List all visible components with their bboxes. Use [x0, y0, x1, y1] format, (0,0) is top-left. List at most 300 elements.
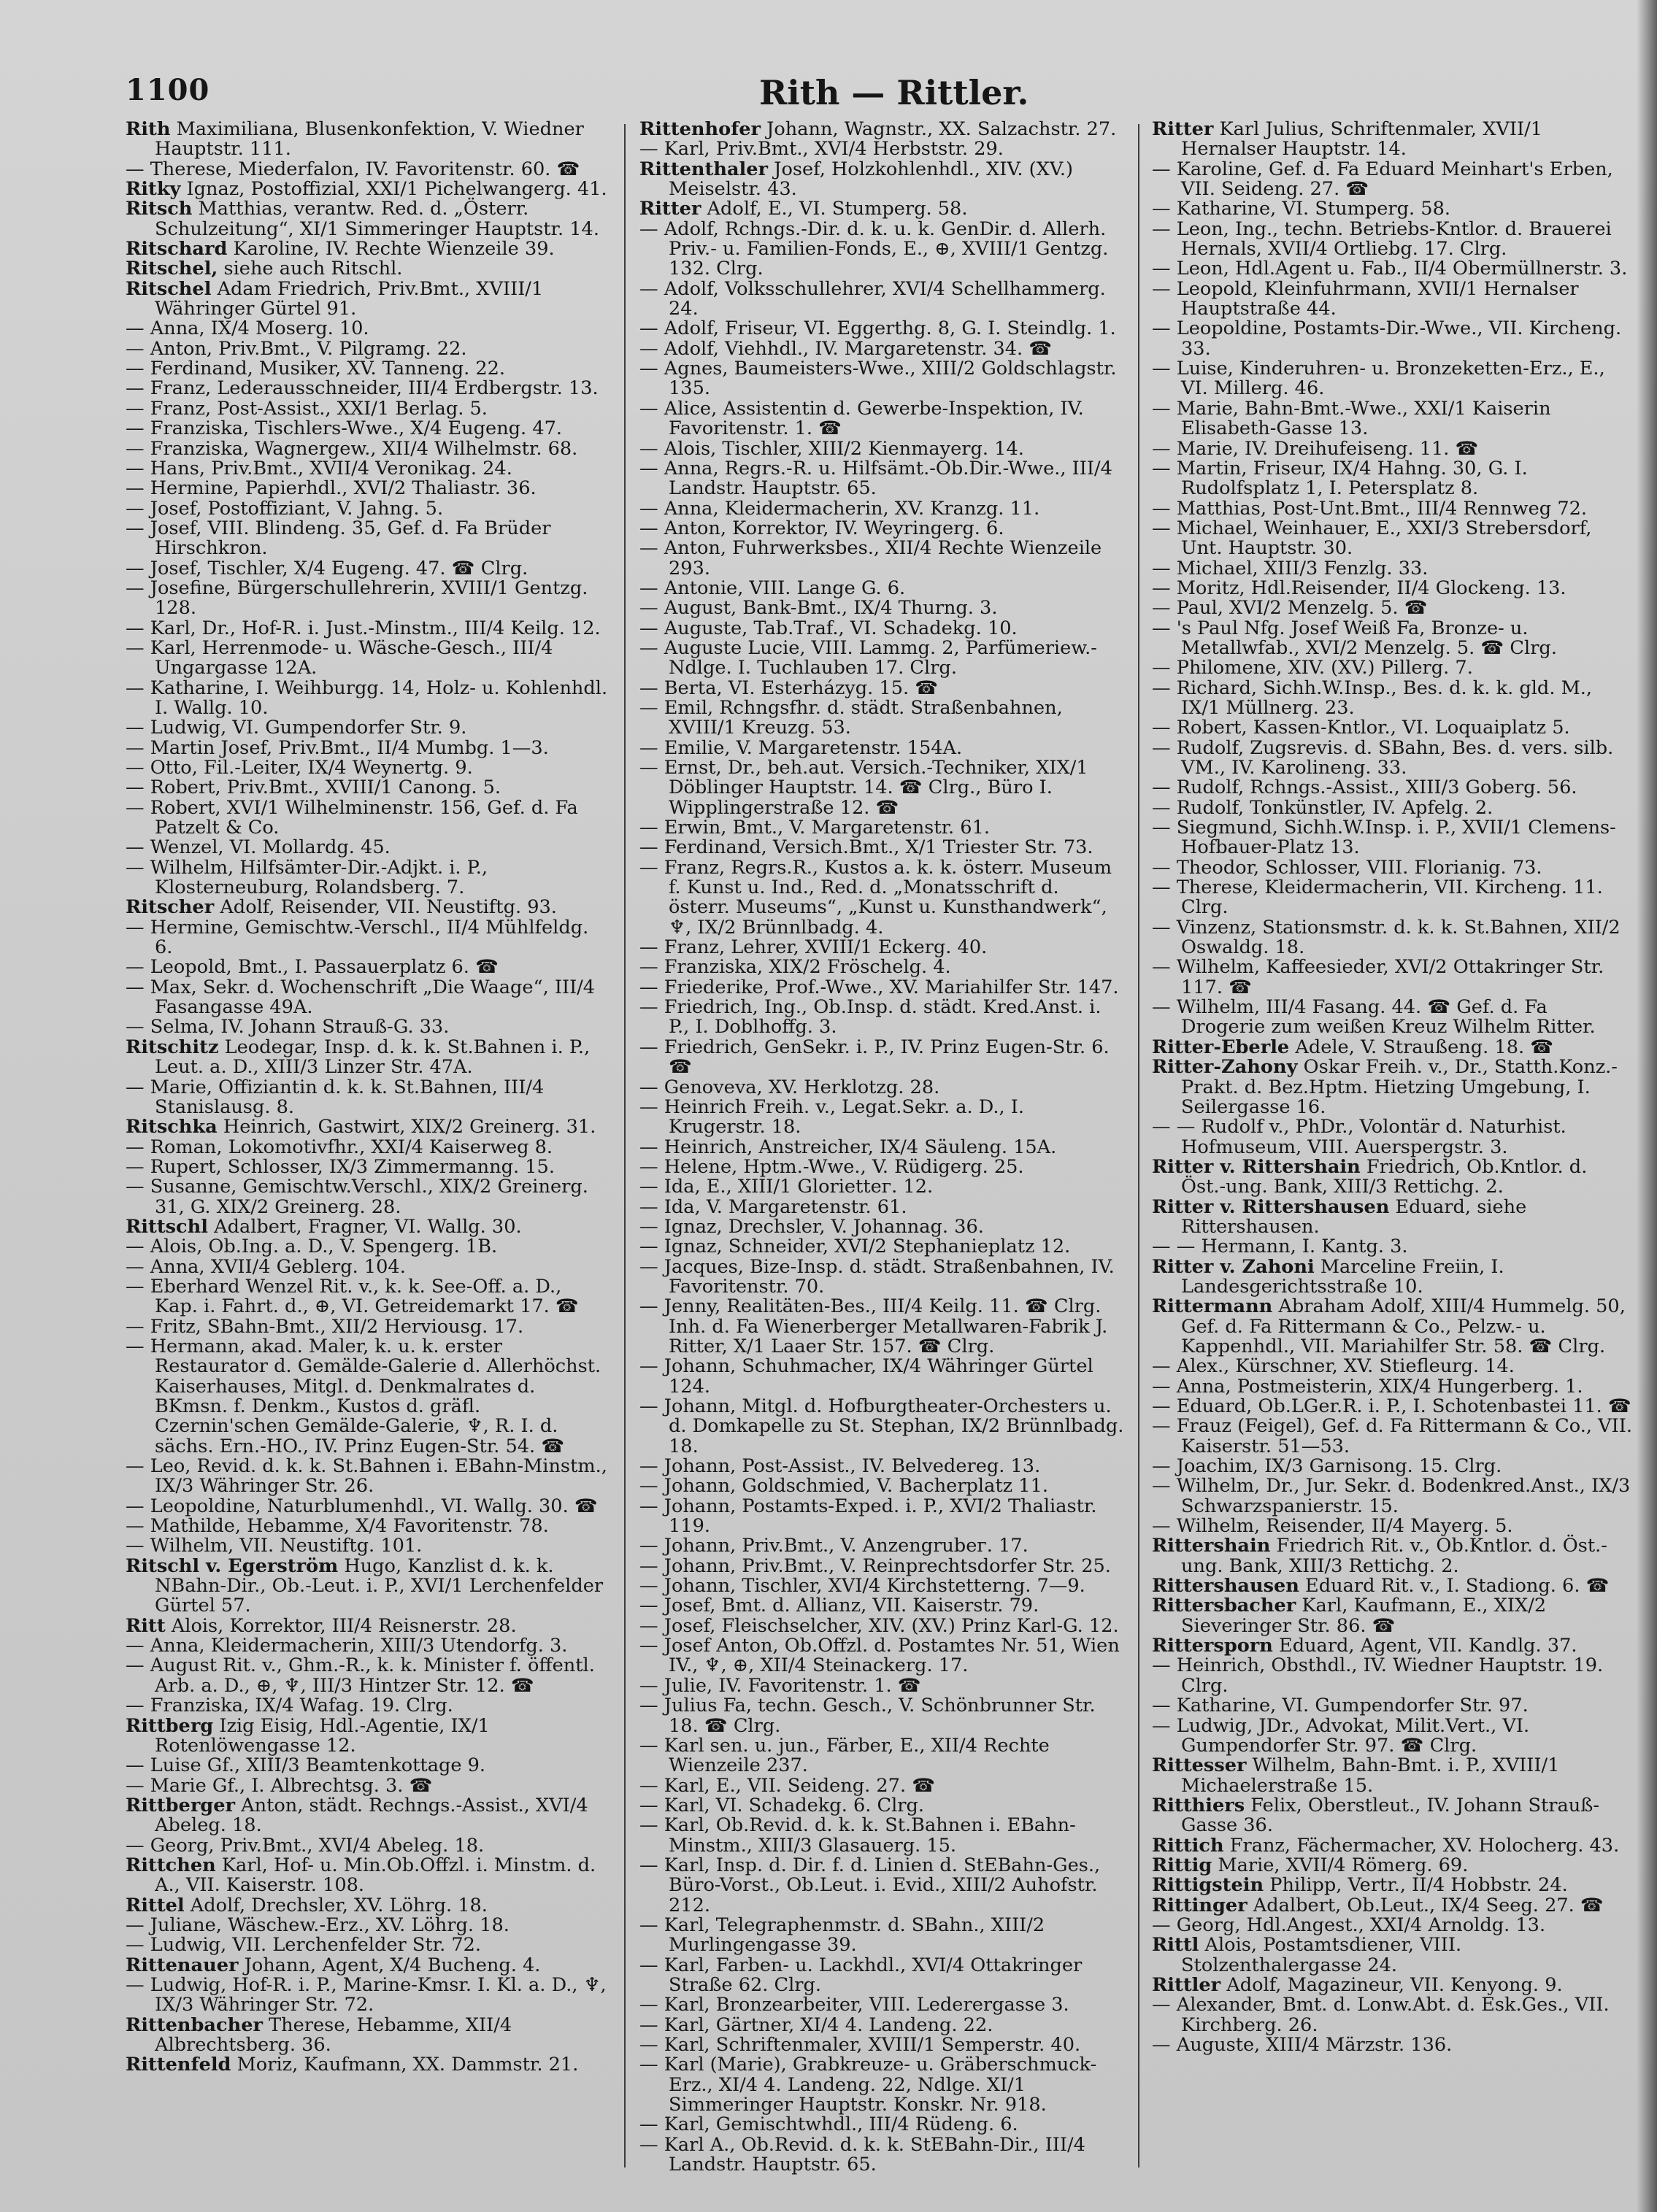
entry-text: — Anna, Postmeisterin, XIX/4 Hungerberg. 1. [1152, 1375, 1583, 1398]
directory-entry [1152, 1257, 1637, 1298]
entry-text: Maximiliana, Blusenkonfektion, V. Wiedner Hauptstr. 111. [155, 120, 584, 161]
entry-text: — Wilhelm, Hilfsämter-Dir.-Adjkt. i. P., Klosterneuburg, Rolandsberg. 7. [126, 856, 488, 899]
entry-text: — Anna, Regrs.-R. u. Hilfsämt.-Ob.Dir.-Wwe., III/4 Landstr. Hauptstr. 65. [639, 457, 1112, 500]
entry-text: — Johann, Schuhmacher, IX/4 Währinger Gürtel 124. [639, 1355, 1093, 1398]
directory-entry [1152, 1536, 1637, 1576]
entry-text: — Theodor, Schlosser, VIII. Florianig. 73. [1152, 856, 1542, 879]
directory-entry [126, 1177, 610, 1217]
entry-text: — Berta, VI. Esterházyg. 15. ☎ [639, 677, 939, 699]
directory-entry [639, 579, 1126, 598]
entry-text: — Karl, Insp. d. Dir. f. d. Linien d. StEBahn-Ges., Büro-Vorst., Ob.Leut. i. Evid., XIII/2 Auhofstr. 212. [639, 1854, 1101, 1916]
entry-surname: Rittersbacher [1152, 1595, 1296, 1617]
entry-text: — Karl, Schriftenmaler, XVIII/1 Semperstr. 40. [639, 2034, 1081, 2056]
directory-entry [126, 379, 610, 398]
directory-entry [1152, 1856, 1637, 1876]
directory-entry [639, 499, 1126, 519]
entry-text: — Heinrich, Anstreicher, IX/4 Säuleng. 15A. [639, 1136, 1057, 1158]
entry-text: — Leon, Ing., techn. Betriebs-Kntlor. d. Brauerei Hernals, XVII/4 Ortliebg. 17. Clrg. [1152, 217, 1612, 261]
directory-entry [1152, 1935, 1637, 1976]
entry-text: — Ignaz, Schneider, XVI/2 Stephanieplatz 12. [639, 1236, 1071, 1258]
entry-text: — Adolf, Viehhdl., IV. Margaretenstr. 34. ☎ [639, 337, 1053, 360]
entry-text: — Rudolf, Tonkünstler, IV. Apfelg. 2. [1152, 796, 1493, 819]
directory-entry [639, 199, 1126, 219]
directory-entry [1152, 1457, 1637, 1476]
entry-text: — Anton, Korrektor, IV. Weyringerg. 6. [639, 517, 1004, 539]
entry-text: — Fritz, SBahn-Bmt., XII/2 Herviousg. 17. [126, 1315, 524, 1338]
entry-text: — Leopoldine, Postamts-Dir.-Wwe., VII. Kircheng. 33. [1152, 317, 1622, 360]
directory-entry [1152, 1157, 1637, 1198]
directory-entry [639, 1536, 1126, 1556]
entry-text: Alois, Korrektor, III/4 Reisnerstr. 28. [165, 1614, 517, 1637]
directory-entry [1152, 818, 1637, 858]
entry-text: Eduard, siehe Rittershausen. [1181, 1195, 1527, 1238]
entry-text: Marceline Freiin, I. Landesgerichtsstraße 10. [1181, 1255, 1504, 1298]
directory-entry [126, 1497, 610, 1517]
entry-text: — Karl, Gemischtwhdl., III/4 Rüdeng. 6. [639, 2113, 1018, 2136]
entry-text: — Karl, E., VII. Seideng. 27. ☎ [639, 1774, 936, 1797]
entry-text: — Alois, Tischler, XIII/2 Kienmayerg. 14. [639, 437, 1024, 460]
entry-text: — Alois, Ob.Ing. a. D., V. Spengerg. 1B. [126, 1236, 498, 1258]
entry-text: — Ludwig, VII. Lerchenfelder Str. 72. [126, 1934, 482, 1957]
directory-column-2 [639, 120, 1126, 2178]
entry-surname: Rittl [1152, 1934, 1199, 1957]
entry-text: — Ferdinand, Musiker, XV. Tanneng. 22. [126, 358, 506, 380]
directory-entry [1152, 1636, 1637, 1656]
directory-entry [1152, 499, 1637, 519]
entry-text: — Franz, Regrs.R., Kustos a. k. k. österr. Museum f. Kunst u. Ind., Red. d. „Monatsschrift d. österr. Museums“, „Kunst u. Kunsthandwerk“, ♆, IX/2 Brünnlbadg. 4. [639, 856, 1112, 939]
directory-entry [126, 579, 610, 619]
directory-entry [639, 1157, 1126, 1177]
entry-text: Ignaz, Postoffizial, XXI/1 Pichelwangerg. 41. [180, 178, 607, 201]
directory-entry [639, 1636, 1126, 1676]
directory-entry [639, 1995, 1126, 2015]
entry-text: — Karl sen. u. jun., Färber, E., XII/4 Rechte Wienzeile 237. [639, 1734, 1050, 1777]
directory-entry [639, 1956, 1126, 1996]
directory-column-3 [1152, 120, 1637, 2178]
entry-text: Matthias, verantw. Red. d. „Österr. Schulzeitung“, XI/1 Simmeringer Hauptstr. 14. [155, 198, 599, 240]
directory-entry [639, 1095, 1126, 1138]
entry-text: — Wilhelm, Reisender, II/4 Mayerg. 5. [1152, 1515, 1513, 1538]
entry-surname: Ritky [126, 178, 181, 201]
entry-text: Hugo, Kanzlist d. k. k. NBahn-Dir., Ob.-Leut. i. P., XVI/1 Lerchenfelder Gürtel 57. [155, 1554, 604, 1617]
directory-entry [639, 1856, 1126, 1916]
directory-entry [639, 698, 1126, 739]
directory-entry [126, 499, 610, 519]
entry-surname: Rittchen [126, 1854, 216, 1876]
directory-entry [1152, 1656, 1637, 1696]
entry-text: Moriz, Kaufmann, XX. Dammstr. 21. [231, 2054, 579, 2076]
entry-text: — Josef, Tischler, X/4 Eugeng. 47. ☎ Clrg. [126, 557, 528, 579]
entry-text: — 's Paul Nfg. Josef Weiß Fa, Bronze- u. Metallwfab., XVI/2 Menzelg. 5. ☎ Clrg. [1152, 617, 1557, 659]
directory-entry [126, 459, 610, 479]
directory-entry [1152, 1916, 1637, 1935]
entry-surname: Ritschitz [126, 1036, 219, 1058]
entry-surname: Ritschel, [126, 258, 218, 280]
directory-entry [639, 1217, 1126, 1237]
entry-text: — Georg, Hdl.Angest., XXI/4 Arnoldg. 13. [1152, 1914, 1546, 1936]
directory-entry [1152, 120, 1637, 160]
entry-text: — Eberhard Wenzel Rit. v., k. k. See-Off. a. D., Kap. i. Fahrt. d., ⊕, VI. Getreidemarkt 17. ☎ [126, 1275, 579, 1318]
entry-text: — Karl, Bronzearbeiter, VIII. Lederergasse 3. [639, 1994, 1069, 2016]
directory-entry [126, 1457, 610, 1497]
directory-entry [126, 978, 610, 1018]
directory-entry [126, 239, 610, 259]
entry-text: — Karl A., Ob.Revid. d. k. k. StEBahn-Dir., III/4 Landstr. Hauptstr. 65. [639, 2133, 1085, 2176]
column-divider [1138, 124, 1139, 2167]
entry-text: — Richard, Sichh.W.Insp., Bes. d. k. k. gld. M., IX/1 Müllnerg. 23. [1152, 677, 1593, 719]
directory-entry [639, 758, 1126, 818]
directory-entry [126, 160, 610, 180]
directory-entry [1152, 798, 1637, 818]
entry-text: — Marie Gf., I. Albrechtsg. 3. ☎ [126, 1774, 433, 1797]
entry-text: — Wilhelm, Dr., Jur. Sekr. d. Bodenkred.Anst., IX/3 Schwarzspanierstr. 15. [1152, 1475, 1631, 1517]
entry-text: Josef, Holzkohlenhdl., XIV. (XV.) Meiselstr. 43. [669, 158, 1073, 201]
directory-entry [126, 1696, 610, 1716]
entry-text: — Robert, XVI/1 Wilhelminenstr. 156, Gef. d. Fa Patzelt & Co. [126, 796, 578, 839]
directory-entry [126, 619, 610, 639]
entry-text: — Marie, IV. Dreihufeiseng. 11. ☎ [1152, 437, 1479, 460]
directory-entry [1152, 778, 1637, 798]
entry-text: — Josef, VIII. Blindeng. 35, Gef. d. Fa Brüder Hirschkron. [126, 517, 551, 560]
directory-entry [126, 339, 610, 359]
entry-text: Philipp, Vertr., II/4 Hobbstr. 24. [1264, 1874, 1568, 1897]
directory-entry [639, 838, 1126, 858]
directory-entry [639, 2135, 1126, 2176]
directory-entry [639, 1357, 1126, 1397]
directory-entry [639, 1457, 1126, 1476]
directory-column-1 [126, 120, 610, 2178]
entry-surname: Ritschel [126, 277, 212, 300]
directory-entry [639, 957, 1126, 977]
directory-entry [126, 259, 610, 279]
entry-text: Adolf, Reisender, VII. Neustiftg. 93. [214, 896, 557, 919]
entry-text: — Jenny, Realitäten-Bes., III/4 Keilg. 11. ☎ Clrg. Inh. d. Fa Wienerberger Metallwaren-Fabrik J. Ritter, X/1 Laaer Str. 157. ☎ Clrg. [639, 1295, 1108, 1357]
directory-entry [126, 758, 610, 778]
entry-text: — Friederike, Prof.-Wwe., XV. Mariahilfer Str. 147. [639, 976, 1119, 998]
entry-text: — Ida, V. Margaretenstr. 61. [639, 1195, 907, 1218]
entry-text: — Helene, Hptm.-Wwe., V. Rüdigerg. 25. [639, 1155, 1024, 1178]
directory-entry [639, 619, 1126, 639]
entry-text: Adalbert, Ob.Leut., IX/4 Seeg. 27. ☎ [1247, 1894, 1604, 1916]
entry-text: — Julie, IV. Favoritenstr. 1. ☎ [639, 1674, 921, 1697]
directory-entry [639, 1696, 1126, 1736]
entry-text: — Alexander, Bmt. d. Lonw.Abt. d. Esk.Ges., VII. Kirchberg. 26. [1152, 1994, 1610, 2036]
entry-surname: Ritschka [126, 1116, 218, 1138]
directory-entry [1152, 619, 1637, 659]
entry-text: — Vinzenz, Stationsmstr. d. k. k. St.Bahnen, XII/2 Oswaldg. 18. [1152, 916, 1621, 959]
entry-text: — Paul, XVI/2 Menzelg. 5. ☎ [1152, 597, 1428, 620]
entry-text: — Hermine, Papierhdl., XVI/2 Thaliastr. 36. [126, 477, 537, 500]
directory-entry [126, 1756, 610, 1776]
entry-text: Adolf, E., VI. Stumperg. 58. [701, 198, 968, 220]
directory-entry [126, 1973, 610, 2016]
entry-text: — Marie, Offiziantin d. k. k. St.Bahnen, III/4 Stanislausg. 8. [126, 1076, 545, 1118]
entry-text: — Ignaz, Drechsler, V. Johannag. 36. [639, 1215, 984, 1238]
entry-text: — Julius Fa, techn. Gesch., V. Schönbrunner Str. 18. ☎ Clrg. [639, 1695, 1096, 1737]
entry-text: Anton, städt. Rechngs.-Assist., XVI/4 Abeleg. 18. [155, 1794, 588, 1837]
directory-entry [1152, 2035, 1637, 2055]
directory-entry [639, 1554, 1126, 1577]
entry-text: — Friedrich, GenSekr. i. P., IV. Prinz Eugen-Str. 6. ☎ [639, 1036, 1110, 1079]
entry-text: — Rudolf, Rchngs.-Assist., XIII/3 Goberg. 56. [1152, 776, 1577, 799]
entry-surname: Rittershain [1152, 1535, 1271, 1557]
entry-surname: Ritsch [126, 198, 193, 220]
entry-text: — Antonie, VIII. Lange G. 6. [639, 577, 906, 599]
entry-surname: Rittenthaler [639, 158, 769, 180]
entry-text: — Josef, Fleischselcher, XIV. (XV.) Prinz Karl-G. 12. [639, 1614, 1119, 1637]
entry-surname: Rittenfeld [126, 2054, 231, 2076]
entry-text: — Therese, Kleidermacherin, VII. Kircheng. 11. Clrg. [1152, 876, 1603, 919]
directory-entry [639, 818, 1126, 838]
entry-surname: Ritschl v. Egerström [126, 1554, 339, 1577]
directory-entry [126, 1157, 610, 1177]
entry-text: — August Rit. v., Ghm.-R., k. k. Minister f. öffentl. Arb. a. D., ⊕, ♆, III/3 Hintzer Str. 12. ☎ [126, 1654, 595, 1697]
entry-text: — Luise, Kinderuhren- u. Bronzeketten-Erz., E., VI. Millerg. 46. [1152, 358, 1605, 400]
directory-entry [1152, 199, 1637, 219]
entry-text: — Katharine, I. Weihburgg. 14, Holz- u. Kohlenhdl. I. Wallg. 10. [126, 677, 608, 719]
directory-entry [639, 399, 1126, 439]
directory-entry [1152, 1973, 1637, 1996]
entry-text: — Genoveva, XV. Herklotzg. 28. [639, 1076, 940, 1098]
directory-entry [1152, 259, 1637, 279]
entry-text: — Josefine, Bürgerschullehrerin, XVIII/1 Gentzg. 128. [126, 577, 588, 620]
directory-entry [1152, 439, 1637, 459]
directory-entry [639, 1476, 1126, 1496]
directory-entry [126, 1796, 610, 1836]
directory-entry [126, 1317, 610, 1337]
directory-entry [126, 1038, 610, 1078]
directory-entry [1152, 1377, 1637, 1397]
directory-entry [639, 1177, 1126, 1197]
entry-text: — Michael, XIII/3 Fenzlg. 33. [1152, 557, 1429, 579]
directory-entry [1152, 559, 1637, 579]
entry-text: Adolf, Drechsler, XV. Löhrg. 18. [184, 1894, 488, 1916]
directory-entry [1152, 878, 1637, 918]
entry-text: — Anna, Kleidermacherin, XV. Kranzg. 11. [639, 497, 1040, 520]
entry-text: — Adolf, Friseur, VI. Eggerthg. 8, G. I. Steindlg. 1. [639, 317, 1116, 340]
directory-entry [639, 938, 1126, 957]
entry-text: — Franziska, XIX/2 Fröschelg. 4. [639, 956, 951, 979]
directory-entry [126, 736, 610, 759]
page-number: 1100 [126, 73, 210, 107]
directory-entry [126, 419, 610, 439]
entry-text: — Rupert, Schlosser, IX/3 Zimmermanng. 15. [126, 1155, 555, 1178]
entry-text: — Wilhelm, III/4 Fasang. 44. ☎ Gef. d. Fa Drogerie zum weißen Kreuz Wilhelm Ritter. [1152, 996, 1596, 1038]
entry-surname: Rittenbacher [126, 2013, 263, 2036]
entry-text: — — Hermann, I. Kantg. 3. [1152, 1236, 1408, 1258]
entry-text: — Karl, Farben- u. Lackhdl., XVI/4 Ottakringer Straße 62. Clrg. [639, 1954, 1083, 1996]
directory-entry [126, 1138, 610, 1157]
directory-entry [126, 918, 610, 958]
entry-text: — Ferdinand, Versich.Bmt., X/1 Triester Str. 73. [639, 836, 1093, 859]
entry-surname: Rittershausen [1152, 1575, 1299, 1598]
directory-entry [639, 1237, 1126, 1257]
entry-text: Adam Friedrich, Priv.Bmt., XVIII/1 Währinger Gürtel 91. [155, 277, 544, 320]
directory-entry [1152, 918, 1637, 958]
entry-text: Adele, V. Straußeng. 18. ☎ [1289, 1036, 1554, 1058]
entry-text: — Hermann, akad. Maler, k. u. k. erster Restaurator d. Gemälde-Galerie d. Allerhöchst. Kaiserhauses, Mitgl. d. Denkmalrates d. BKmsn. f. Denkm., Kustos d. gräfl. Czernin'schen Gemälde-Galerie, ♆, R. I. d. sächs. Ern.-HO., IV. Prinz Eugen-Str. 54. ☎ [126, 1335, 601, 1457]
entry-text: — Franz, Lederausschneider, III/4 Erdbergstr. 13. [126, 377, 599, 400]
entry-text: — Roman, Lokomotivfhr., XXI/4 Kaiserweg 8. [126, 1136, 553, 1158]
directory-entry [1152, 217, 1637, 261]
entry-text: — Eduard, Ob.LGer.R. i. P., I. Schotenbastei 11. ☎ [1152, 1395, 1631, 1417]
entry-text: — Johann, Mitgl. d. Hofburgtheater-Orchesters u. d. Domkapelle zu St. Stephan, IX/2 Brünnlbadg. 18. [639, 1395, 1124, 1457]
entry-text: — Anton, Priv.Bmt., V. Pilgramg. 22. [126, 337, 467, 360]
directory-entry [126, 1636, 610, 1656]
entry-text: — — Rudolf v., PhDr., Volontär d. Naturhist. Hofmuseum, VIII. Auerspergstr. 3. [1152, 1116, 1566, 1158]
entry-text: — Karl, Telegraphenmstr. d. SBahn., XIII/2 Murlingengasse 39. [639, 1914, 1045, 1957]
entry-text: — Leopoldine, Naturblumenhdl., VI. Wallg. 30. ☎ [126, 1495, 598, 1517]
entry-text: — Anna, Kleidermacherin, XIII/3 Utendorfg. 3. [126, 1635, 568, 1657]
entry-surname: Rittesser [1152, 1754, 1247, 1777]
directory-entry [639, 1195, 1126, 1218]
directory-entry [126, 519, 610, 559]
directory-entry [1152, 519, 1637, 559]
directory-entry [126, 319, 610, 339]
directory-entry [1152, 1756, 1637, 1796]
entry-text: — Hans, Priv.Bmt., XVII/4 Veronikag. 24. [126, 457, 512, 479]
entry-text: — Josef Anton, Ob.Offzl. d. Postamtes Nr. 51, Wien IV., ♆, ⊕, XII/4 Steinackerg. 17. [639, 1635, 1120, 1677]
directory-entry [126, 1716, 610, 1757]
entry-text: — Katharine, VI. Stumperg. 58. [1152, 198, 1451, 220]
entry-surname: Ritter v. Rittershain [1152, 1155, 1361, 1178]
directory-entry [639, 1816, 1126, 1856]
entry-surname: Ritter [639, 198, 701, 220]
entry-text: — Philomene, XIV. (XV.) Pillerg. 7. [1152, 657, 1473, 679]
entry-text: — Alice, Assistentin d. Gewerbe-Inspektion, IV. Favoritenstr. 1. ☎ [639, 397, 1084, 440]
entry-surname: Ritter-Eberle [1152, 1036, 1290, 1058]
entry-text: — Robert, Priv.Bmt., XVIII/1 Canong. 5. [126, 776, 501, 799]
entry-surname: Rittermann [1152, 1295, 1273, 1318]
entry-surname: Rittersporn [1152, 1635, 1273, 1657]
entry-text: — Josef, Bmt. d. Allianz, VII. Kaiserstr. 79. [639, 1595, 1039, 1617]
directory-entry [126, 180, 610, 199]
entry-text: — Karl, Ob.Revid. d. k. k. St.Bahnen i. EBahn-Minstm., XIII/3 Glasauerg. 15. [639, 1814, 1076, 1857]
directory-entry [1152, 1796, 1637, 1836]
entry-text: — Franz, Post-Assist., XXI/1 Berlag. 5. [126, 397, 488, 420]
directory-entry [126, 1836, 610, 1856]
directory-entry [126, 1896, 610, 1916]
directory-entry [639, 339, 1126, 359]
entry-text: — Anna, XVII/4 Geblerg. 104. [126, 1255, 406, 1278]
directory-entry [126, 858, 610, 898]
entry-text: Friedrich, Ob.Kntlor. d. Öst.-ung. Bank, XIII/3 Rettichg. 2. [1181, 1155, 1588, 1198]
entry-text: — Karl, VI. Schadekg. 6. Clrg. [639, 1794, 925, 1816]
directory-entry [1152, 1476, 1637, 1517]
entry-surname: Ritthiers [1152, 1794, 1245, 1816]
entry-surname: Rittenauer [126, 1954, 239, 1976]
entry-text: — Katharine, VI. Gumpendorfer Str. 97. [1152, 1695, 1529, 1717]
directory-entry [639, 1776, 1126, 1796]
directory-entry [1152, 1596, 1637, 1636]
directory-entry [1152, 1417, 1637, 1457]
directory-entry [126, 2055, 610, 2075]
directory-entry [639, 359, 1126, 399]
entry-surname: Rittich [1152, 1834, 1224, 1857]
entry-text: — Georg, Priv.Bmt., XVI/4 Abeleg. 18. [126, 1834, 485, 1857]
directory-entry [126, 1656, 610, 1696]
entry-surname: Ritschard [126, 238, 228, 261]
entry-text: — Friedrich, Ing., Ob.Insp. d. städt. Kred.Anst. i. P., I. Doblhoffg. 3. [639, 996, 1102, 1038]
entry-text: — Johann, Priv.Bmt., V. Reinprechtsdorfer Str. 25. [639, 1554, 1111, 1577]
entry-text: — Max, Sekr. d. Wochenschrift „Die Waage“, III/4 Fasangasse 49A. [126, 976, 596, 1019]
entry-surname: Ritter v. Rittershausen [1152, 1195, 1390, 1218]
directory-entry [126, 636, 610, 679]
directory-entry [639, 217, 1126, 280]
directory-entry [639, 459, 1126, 499]
entry-surname: Ritt [126, 1614, 166, 1637]
directory-entry [639, 2035, 1126, 2055]
entry-surname: Rittigstein [1152, 1874, 1264, 1897]
directory-entry [639, 160, 1126, 200]
directory-entry [1152, 1357, 1637, 1376]
directory-entry [1152, 998, 1637, 1038]
directory-entry [639, 1916, 1126, 1956]
entry-text: — Karl, Gärtner, XI/4 4. Landeng. 22. [639, 2013, 993, 2036]
directory-entry [126, 838, 610, 858]
directory-entry [639, 998, 1126, 1038]
directory-entry [126, 1956, 610, 1976]
entry-text: — Leon, Hdl.Agent u. Fab., II/4 Obermüllnerstr. 3. [1152, 258, 1628, 280]
directory-entry [639, 679, 1126, 698]
directory-entry [126, 1776, 610, 1796]
entry-text: — Ludwig, Hof-R. i. P., Marine-Kmsr. I. Kl. a. D., ♆, IX/3 Währinger Str. 72. [126, 1973, 607, 2016]
directory-entry [126, 957, 610, 977]
directory-entry [639, 598, 1126, 618]
directory-entry [1152, 1896, 1637, 1916]
entry-text: — Wilhelm, VII. Neustiftg. 101. [126, 1535, 423, 1557]
entry-text: — Wilhelm, Kaffeesieder, XVI/2 Ottakringer Str. 117. ☎ [1152, 956, 1604, 998]
directory-entry [639, 319, 1126, 339]
directory-entry [1152, 1517, 1637, 1536]
directory-entry [639, 1576, 1126, 1596]
directory-entry [1152, 1038, 1637, 1057]
directory-entry [1152, 658, 1637, 678]
entry-surname: Rith [126, 120, 171, 140]
entry-text: Marie, XVII/4 Römerg. 69. [1212, 1854, 1469, 1876]
directory-entry [1152, 858, 1637, 878]
directory-entry [126, 898, 610, 917]
entry-text: — Ludwig, VI. Gumpendorfer Str. 9. [126, 717, 467, 739]
directory-entry [1152, 736, 1637, 779]
entry-text: — Siegmund, Sichh.W.Insp. i. P., XVII/1 Clemens-Hofbauer-Platz 13. [1152, 817, 1616, 859]
entry-text: — Emil, Rchngsfhr. d. städt. Straßenbahnen, XVIII/1 Kreuzg. 53. [639, 696, 1063, 739]
directory-entry [639, 439, 1126, 459]
directory-entry [1152, 1057, 1637, 1117]
directory-entry [639, 1257, 1126, 1298]
entry-text: — Josef, Postoffiziant, V. Jahng. 5. [126, 497, 444, 520]
directory-entry [639, 736, 1126, 759]
directory-entry [1152, 399, 1637, 439]
directory-entry [639, 1736, 1126, 1776]
entry-text: — Karl (Marie), Grabkreuze- u. Gräberschmuck-Erz., XI/4 4. Landeng. 22, Ndlge. XI/1 Simmeringer Hauptstr. Konskr. Nr. 918. [639, 2054, 1097, 2116]
entry-text: — Auguste Lucie, VIII. Lammg. 2, Parfümeriew.-Ndlge. I. Tuchlauben 17. Clrg. [639, 636, 1097, 679]
running-head: Rith — Rittler. [759, 73, 1029, 112]
directory-entry [639, 519, 1126, 539]
entry-text: Wilhelm, Bahn-Bmt. i. P., XVIII/1 Michaelerstraße 15. [1181, 1754, 1560, 1797]
directory-entry [1152, 1237, 1637, 1257]
entry-surname: Rittel [126, 1894, 185, 1916]
directory-entry [126, 1916, 610, 1935]
directory-entry [126, 1117, 610, 1137]
entry-text: — Karl, Dr., Hof-R. i. Just.-Minstm., III/4 Keilg. 12. [126, 617, 601, 639]
entry-text: — Susanne, Gemischtw.Verschl., XIX/2 Greinerg. 31, G. XIX/2 Greinerg. 28. [126, 1176, 588, 1218]
directory-entry [639, 1078, 1126, 1098]
entry-text: — Martin, Friseur, IX/4 Hahng. 30, G. I. Rudolfsplatz 1, I. Petersplatz 8. [1152, 457, 1528, 500]
entry-text: Friedrich Rit. v., Ob.Kntlor. d. Öst.-ung. Bank, XIII/3 Rettichg. 2. [1181, 1535, 1607, 1577]
entry-text: — Johann, Postamts-Exped. i. P., XVI/2 Thaliastr. 119. [639, 1495, 1097, 1538]
directory-entry [126, 1257, 610, 1277]
